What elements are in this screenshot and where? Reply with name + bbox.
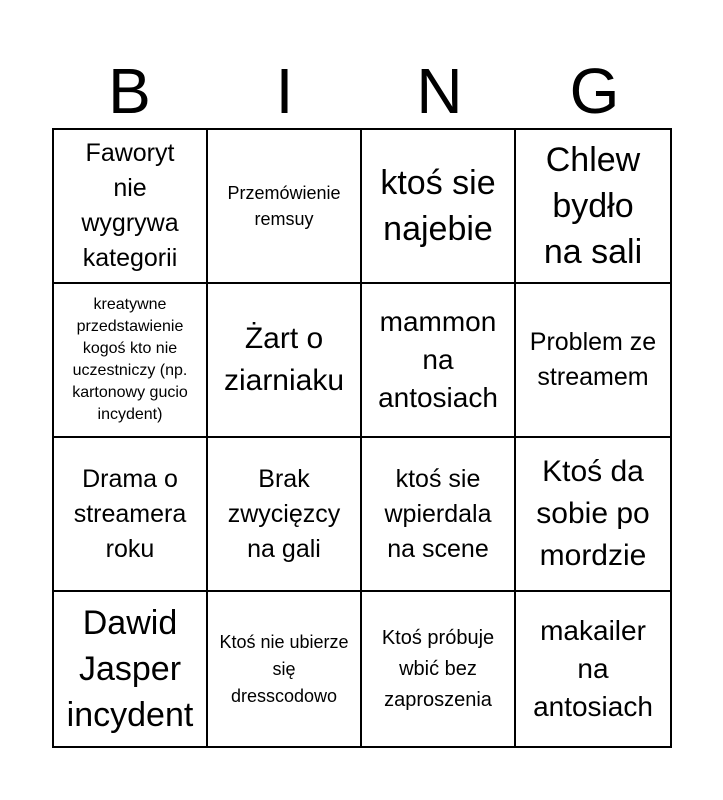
bingo-cell[interactable]	[208, 284, 362, 438]
header-letter-n: N	[416, 55, 463, 127]
bingo-cell-label: mammon na antosiach	[378, 306, 498, 413]
bingo-cell-label: kreatywne przedstawienie kogoś kto nie uczestniczy (np. kartonowy gucio incydent)	[72, 296, 188, 423]
bingo-cell[interactable]	[362, 130, 516, 284]
bingo-cell[interactable]	[516, 130, 670, 284]
bingo-header	[52, 56, 672, 126]
bingo-cell[interactable]	[54, 130, 208, 284]
bingo-cell[interactable]	[516, 284, 670, 438]
bingo-cell-label: Ktoś nie ubierze się dresscodowo	[219, 631, 349, 706]
header-letter-g: G	[569, 55, 620, 127]
header-letter-i: I	[275, 55, 294, 127]
bingo-cell-label: Brak zwycięzcy na gali	[227, 464, 341, 563]
bingo-cell[interactable]	[54, 592, 208, 746]
bingo-cell-label: Ktoś da sobie po mordzie	[536, 455, 650, 572]
bingo-cell-label: makailer na antosiach	[533, 615, 653, 722]
bingo-cell-label: Żart o ziarniaku	[223, 322, 345, 397]
bingo-cell[interactable]	[516, 438, 670, 592]
bingo-cell[interactable]	[54, 284, 208, 438]
bingo-cell-label: Drama o streamera roku	[73, 464, 187, 563]
bingo-cell[interactable]	[208, 130, 362, 284]
bingo-grid	[52, 128, 672, 748]
header-letter-b: B	[108, 55, 151, 127]
bingo-cell-label: ktoś sie wpierdala na scene	[384, 464, 492, 563]
bingo-cell[interactable]	[362, 438, 516, 592]
bingo-cell-label: Problem ze streamem	[529, 328, 657, 391]
bingo-cell[interactable]	[208, 592, 362, 746]
bingo-cell-label: Chlew bydło na sali	[543, 141, 643, 271]
bingo-cell[interactable]	[208, 438, 362, 592]
bingo-cell[interactable]	[54, 438, 208, 592]
bingo-cell-label: Ktoś próbuje wbić bez zaproszenia	[381, 626, 495, 711]
bingo-cell-label: ktoś sie najebie	[380, 164, 496, 248]
bingo-cell[interactable]	[362, 284, 516, 438]
bingo-cell-label: Dawid Jasper incydent	[66, 604, 194, 734]
bingo-cell-label: Przemówienie remsuy	[227, 183, 341, 229]
bingo-cell[interactable]	[362, 592, 516, 746]
bingo-cell[interactable]	[516, 592, 670, 746]
bingo-cell-label: Faworyt nie wygrywa kategorii	[81, 139, 179, 272]
